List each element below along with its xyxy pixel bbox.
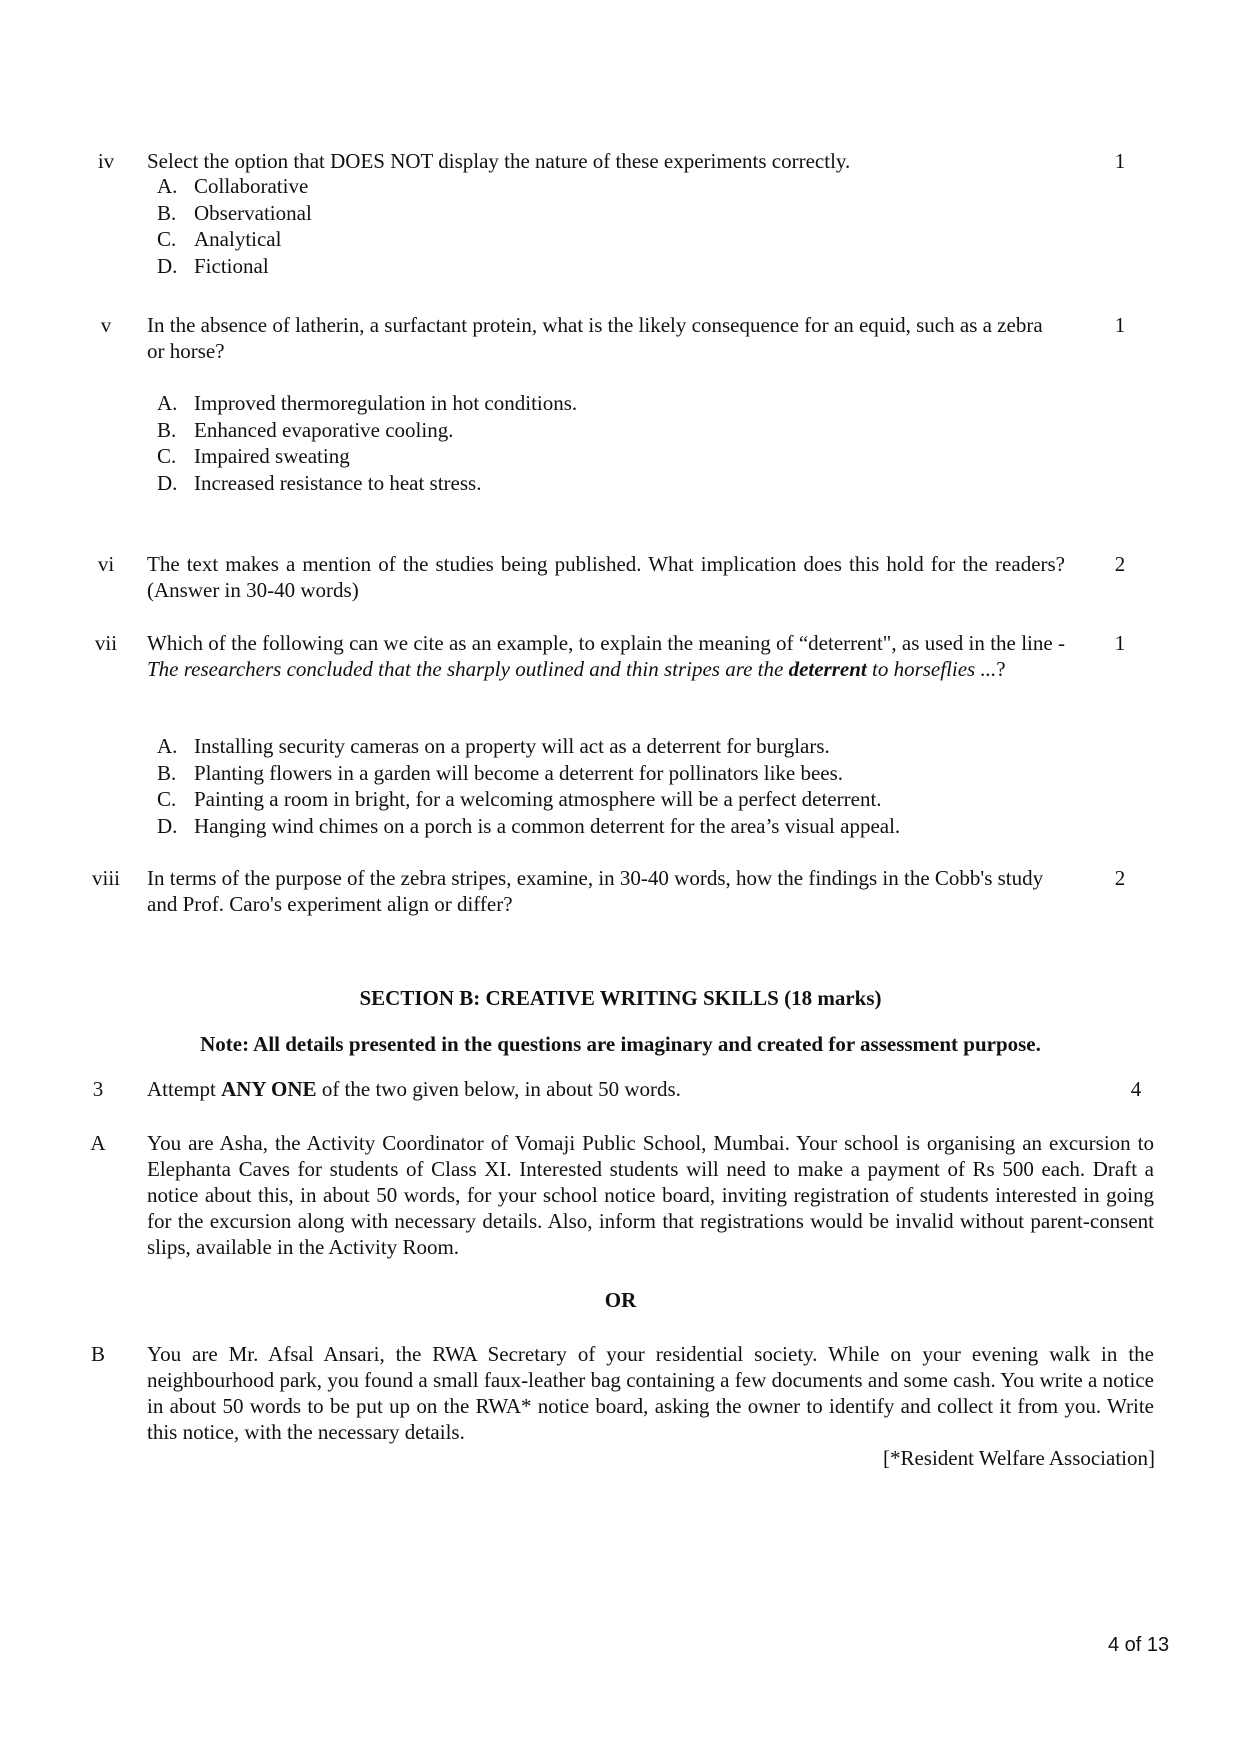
- section-b-note: Note: All details presented in the questions are imaginary and created for assessment purpose.: [200, 1032, 1041, 1056]
- option-b: B. Enhanced evaporative cooling.: [157, 417, 454, 442]
- question-number-3: 3: [92, 1077, 104, 1101]
- question-number-vi: vi: [97, 552, 115, 576]
- question-number-vii: vii: [94, 631, 118, 655]
- question-vii-options: [157, 733, 1057, 839]
- footnote: [*Resident Welfare Association]: [882, 1446, 1155, 1470]
- question-v-options: [157, 390, 1057, 496]
- or-separator: OR: [604, 1288, 637, 1312]
- question-3-option-a-label: A: [90, 1131, 106, 1155]
- question-vi-marks: 2: [1114, 552, 1126, 576]
- question-viii-marks: 2: [1114, 866, 1126, 890]
- option-d: D. Hanging wind chimes on a porch is a common deterrent for the area’s visual appeal.: [157, 813, 901, 838]
- question-iv-text: Select the option that DOES NOT display the nature of these experiments correctly.: [147, 149, 851, 173]
- option-d: D. Fictional: [157, 253, 269, 278]
- question-viii-text: In terms of the purpose of the zebra stripes, examine, in 30-40 words, how the findings in the Cobb's study and Prof. Caro's experiment align or differ?: [147, 866, 1044, 916]
- option-c: C. Impaired sweating: [157, 444, 350, 468]
- question-number-viii: viii: [91, 866, 120, 890]
- question-iv-marks: 1: [1114, 149, 1126, 173]
- option-a: A. Installing security cameras on a property will act as a deterrent for burglars.: [157, 734, 830, 758]
- question-3-option-b-label: B: [90, 1342, 105, 1366]
- question-3-option-b-text: You are Mr. Afsal Ansari, the RWA Secretary of your residential society. While on your evening walk in the neighbourhood park, you found a small faux-leather bag containing a few documents and some cash. You write a notice in about 50 words to be put up on the RWA* notice board, asking the owner to identify and collect it from you. Write this notice, with the necessary details.: [147, 1342, 1154, 1444]
- option-c: C. Painting a room in bright, for a welcoming atmosphere will be a perfect deterrent.: [157, 787, 882, 811]
- question-vii-marks: 1: [1114, 631, 1126, 655]
- question-vi-text: The text makes a mention of the studies being published. What implication does this hold for the readers? (Answer in 30-40 words): [147, 552, 1065, 602]
- option-b: B. Observational: [157, 200, 312, 225]
- question-v-marks: 1: [1114, 313, 1126, 337]
- option-b: B. Planting flowers in a garden will become a deterrent for pollinators like bees.: [157, 760, 844, 785]
- question-3-instruction: Attempt ANY ONE of the two given below, in about 50 words.: [147, 1077, 681, 1101]
- question-number-v: v: [100, 313, 112, 337]
- question-vii-text: Which of the following can we cite as an example, to explain the meaning of “deterrent", as used in the line - The researchers concluded that the sharply outlined and thin stripes are the deterrent to horseflies ...?: [147, 631, 1065, 681]
- question-v-text: In the absence of latherin, a surfactant protein, what is the likely consequence for an equid, such as a zebra or horse?: [147, 313, 1043, 363]
- option-d: D. Increased resistance to heat stress.: [157, 470, 482, 495]
- option-c: C. Analytical: [157, 227, 282, 251]
- section-b-title: SECTION B: CREATIVE WRITING SKILLS (18 marks): [359, 986, 882, 1010]
- question-number-iv: iv: [97, 149, 115, 173]
- option-a: A. Collaborative: [157, 174, 309, 198]
- question-iv-options: [157, 173, 1057, 279]
- option-a: A. Improved thermoregulation in hot conditions.: [157, 391, 578, 415]
- question-3-option-a-text: You are Asha, the Activity Coordinator of Vomaji Public School, Mumbai. Your school is organising an excursion to Elephanta Caves for students of Class XI. Interested students will need to make a payment of Rs 500 each. Draft a notice about this, in about 50 words, for your school notice board, inviting registration of students interested in going for the excursion along with necessary details. Also, inform that registrations would be invalid without parent-consent slips, available in the Activity Room.: [147, 1131, 1154, 1259]
- page-number: 4 of 13: [1108, 1634, 1170, 1656]
- question-3-marks: 4: [1130, 1077, 1142, 1101]
